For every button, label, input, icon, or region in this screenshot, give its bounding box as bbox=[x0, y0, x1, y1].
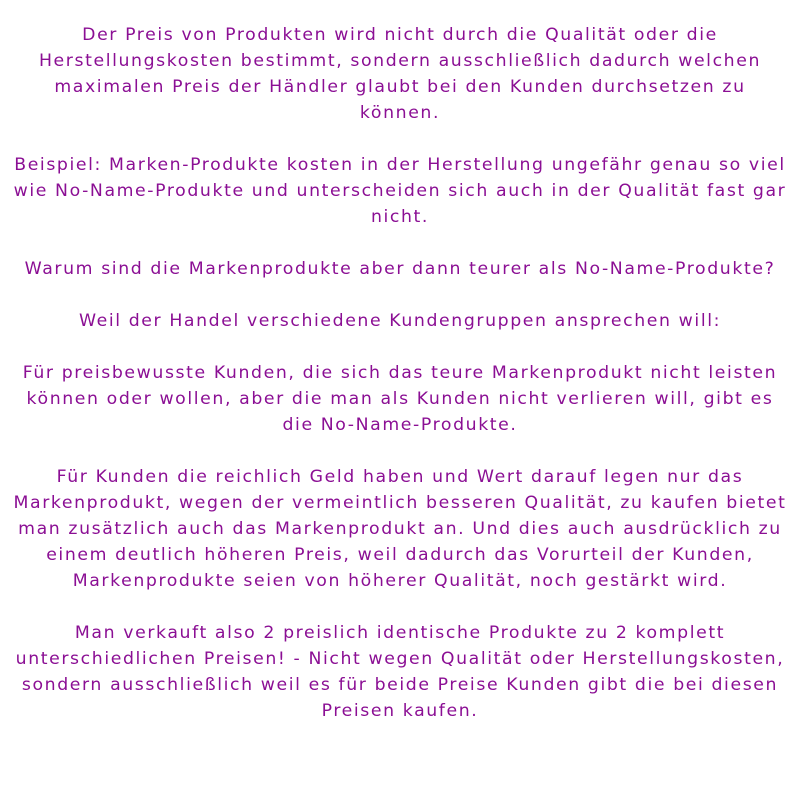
paragraph-wealthy-customers: Für Kunden die reichlich Geld haben und Wert darauf legen nur das Markenprodukt, wegen der vermeintlich besseren Qualität, zu kaufen bietet man zusätzlich auch das Markenprodukt an. Und dies auch ausdrücklich zu einem deutlich höheren Preis, weil dadurch das Vorurteil der Kunden, Markenprodukte seien von höherer Qualität, noch gestärkt wird. bbox=[13, 467, 787, 591]
paragraph-price-conscious: Für preisbewusste Kunden, die sich das teure Markenprodukt nicht leisten können oder wollen, aber die man als Kunden nicht verlieren will, gibt es die No-Name-Produkte. bbox=[22, 363, 778, 435]
text-block bbox=[0, 22, 800, 724]
paragraph-question: Warum sind die Markenprodukte aber dann teurer als No-Name-Produkte? bbox=[24, 259, 776, 279]
paragraph-intro: Der Preis von Produkten wird nicht durch die Qualität oder die Herstellungskosten bestimmt, sondern ausschließlich dadurch welchen maximalen Preis der Händler glaubt bei den Kunden durchsetzen zu können. bbox=[38, 25, 762, 123]
paragraph-example: Beispiel: Marken-Produkte kosten in der Herstellung ungefähr genau so viel wie No-Name-Produkte und unterscheiden sich auch in der Qualität fast gar nicht. bbox=[13, 155, 787, 227]
paragraph-conclusion: Man verkauft also 2 preislich identische Produkte zu 2 komplett unterschiedlichen Preisen! - Nicht wegen Qualität oder Herstellungskosten, sondern ausschließlich weil es für beide Preise Kunden gibt die bei diesen Preisen kaufen. bbox=[15, 623, 785, 721]
paragraph-answer-lead: Weil der Handel verschiedene Kundengruppen ansprechen will: bbox=[78, 311, 722, 331]
